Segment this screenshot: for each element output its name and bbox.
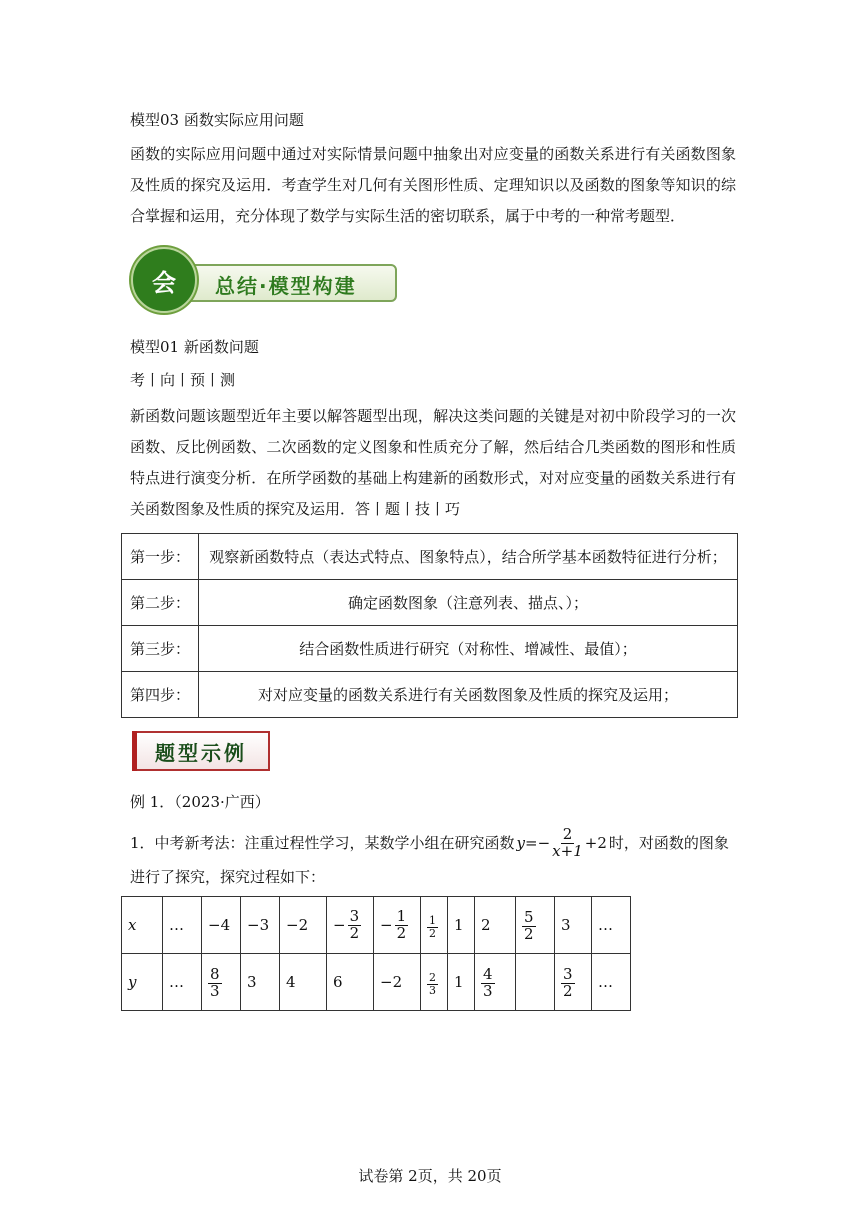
step-row — [122, 626, 738, 672]
y-cell — [421, 954, 448, 1011]
example-heading: 例 1．（2023·广西） — [130, 793, 270, 811]
fraction-value — [208, 964, 222, 1000]
formula-lhs: y — [516, 834, 526, 853]
steps-table — [121, 533, 738, 718]
fraction-sign: − — [380, 916, 393, 934]
fraction-denominator: 2 — [524, 924, 534, 943]
model01-subtitle: 考丨向丨预丨测 — [130, 371, 236, 389]
question-suffix: 时，对函数的图象 — [608, 834, 729, 853]
question-prefix: 1．中考新考法：注重过程性学习，某数学小组在研究函数 — [130, 834, 515, 853]
fraction-numerator: 8 — [210, 964, 220, 983]
step-label: 第三步： — [122, 626, 199, 672]
x-cell — [516, 897, 555, 954]
x-row — [122, 897, 631, 954]
fraction-denominator: 2 — [349, 923, 360, 942]
fraction-value — [333, 906, 361, 942]
y-cell — [555, 954, 592, 1011]
fraction-value — [522, 907, 536, 943]
x-cell — [421, 897, 448, 954]
fraction-numerator: 3 — [349, 906, 360, 925]
step-label: 第二步： — [122, 580, 199, 626]
fraction — [427, 972, 438, 996]
formula-eq: =− — [525, 834, 551, 853]
fraction — [348, 906, 362, 942]
y-cell: … — [163, 954, 202, 1011]
examples-banner-pin — [132, 731, 137, 771]
model01-title: 模型01 新函数问题 — [130, 338, 259, 356]
fraction-numerator: 1 — [429, 914, 436, 928]
formula-denominator: x+1 — [552, 841, 583, 860]
formula-fraction — [550, 827, 585, 860]
summary-banner-text: 总结·模型构建 — [215, 274, 357, 298]
x-row-label: x — [122, 897, 163, 954]
summary-banner — [131, 247, 395, 313]
fraction-denominator: 3 — [483, 981, 493, 1000]
y-cell: −2 — [374, 954, 421, 1011]
fraction-value — [427, 972, 438, 996]
y-cell — [516, 954, 555, 1011]
fraction — [522, 907, 536, 943]
y-cell: 6 — [327, 954, 374, 1011]
x-cell: −4 — [202, 897, 241, 954]
fraction-numerator: 5 — [524, 907, 534, 926]
fraction-denominator: 3 — [210, 981, 220, 1000]
model03-body: 函数的实际应用问题中通过对实际情景问题中抽象出对应变量的函数关系进行有关函数图象及性质的探究及运用．考查学生对几何有关图形性质、定理知识以及函数的图象等知识的综合掌握和运用，充分体现了数学与实际生活的密切联系，属于中考的一种常考题型． — [130, 145, 736, 225]
model01-body: 新函数问题该题型近年主要以解答题型出现，解决这类问题的关键是对初中阶段学习的一次函数、反比例函数、二次函数的定义图象和性质充分了解，然后结合几类函数的图形和性质特点进行演变分析．在所学函数的基础上构建新的函数形式，对对应变量的函数关系进行有关函数图象及性质的探究及运用．答丨题丨技丨巧 — [130, 407, 736, 518]
fraction-value — [481, 964, 495, 1000]
y-cell — [475, 954, 516, 1011]
fraction — [395, 906, 409, 942]
fraction-denominator: 2 — [396, 923, 407, 942]
question-line-2: 进行了探究，探究过程如下： — [130, 868, 326, 886]
x-cell: … — [163, 897, 202, 954]
x-cell — [374, 897, 421, 954]
y-cell: 1 — [448, 954, 475, 1011]
formula-numerator: 2 — [562, 825, 573, 843]
examples-banner-text: 题型示例 — [155, 740, 247, 765]
y-cell: 4 — [280, 954, 327, 1011]
x-cell: … — [592, 897, 631, 954]
xy-table — [121, 896, 631, 1011]
step-text: 对对应变量的函数关系进行有关函数图象及性质的探究及运用； — [199, 672, 738, 718]
step-label: 第一步： — [122, 534, 199, 580]
fraction-numerator: 3 — [563, 964, 573, 983]
formula-tail: +2 — [584, 834, 607, 853]
x-cell: 3 — [555, 897, 592, 954]
page-footer: 试卷第 2页，共 20页 — [358, 1167, 502, 1185]
x-cell — [327, 897, 374, 954]
y-cell: 3 — [241, 954, 280, 1011]
fraction-value — [380, 906, 408, 942]
step-row — [122, 672, 738, 718]
step-row — [122, 534, 738, 580]
step-text: 结合函数性质进行研究（对称性、增减性、最值）； — [199, 626, 738, 672]
fraction-value — [427, 915, 438, 939]
x-cell: −3 — [241, 897, 280, 954]
fraction — [481, 964, 495, 1000]
fraction — [561, 964, 575, 1000]
step-text: 确定函数图象（注意列表、描点、）； — [199, 580, 738, 626]
model03-title: 模型03 函数实际应用问题 — [130, 111, 304, 129]
fraction-numerator: 1 — [396, 906, 407, 925]
fraction-denominator: 3 — [429, 984, 436, 997]
x-cell: −2 — [280, 897, 327, 954]
fraction-denominator: 2 — [429, 927, 436, 940]
y-cell: … — [592, 954, 631, 1011]
fraction-value — [561, 964, 575, 1000]
y-cell — [202, 954, 241, 1011]
y-row — [122, 954, 631, 1011]
question-line-1 — [130, 827, 729, 860]
fraction — [208, 964, 222, 1000]
fraction-denominator: 2 — [563, 981, 573, 1000]
step-row — [122, 580, 738, 626]
x-cell: 1 — [448, 897, 475, 954]
fraction-numerator: 2 — [429, 971, 436, 985]
fraction — [427, 915, 438, 939]
x-cell: 2 — [475, 897, 516, 954]
y-row-label: y — [122, 954, 163, 1011]
step-label: 第四步： — [122, 672, 199, 718]
examples-banner — [132, 731, 270, 771]
function-formula — [517, 827, 607, 860]
step-text: 观察新函数特点（表达式特点、图象特点），结合所学基本函数特征进行分析； — [199, 534, 738, 580]
fraction-sign: − — [333, 916, 346, 934]
fraction-numerator: 4 — [483, 964, 493, 983]
summary-badge: 会 — [131, 247, 197, 313]
